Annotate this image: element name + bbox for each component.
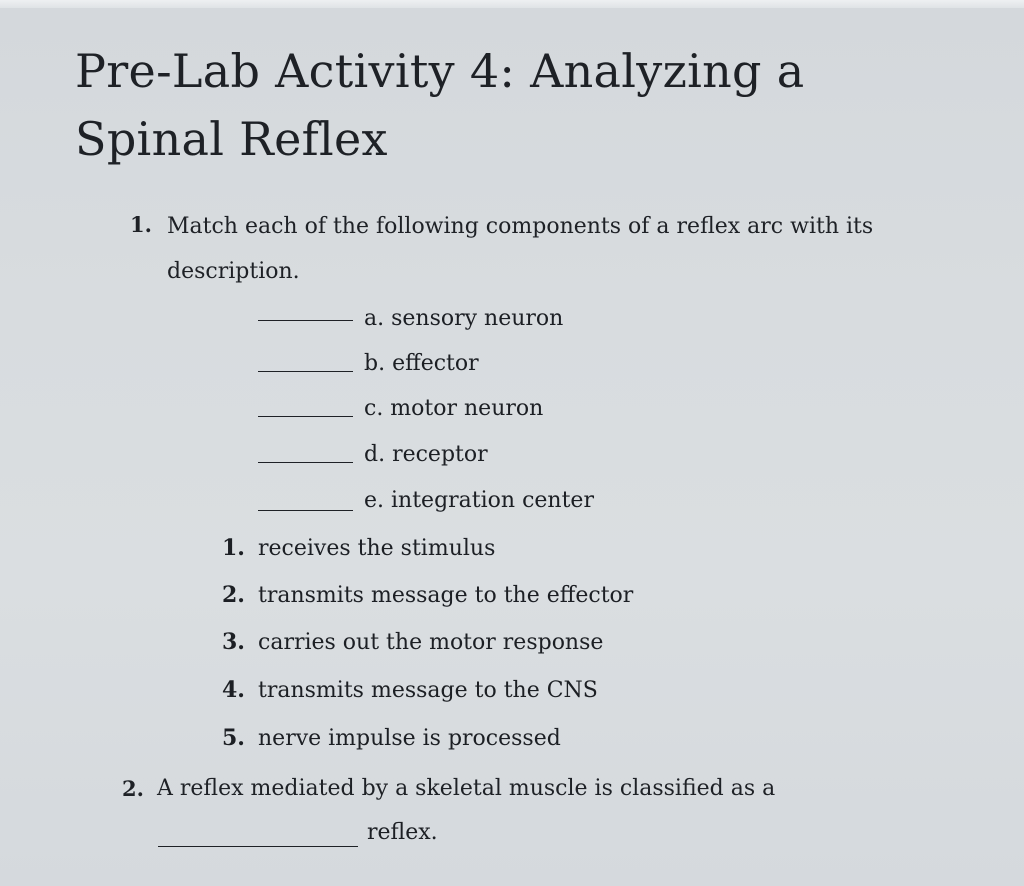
- title-line-2: Spinal Reflex: [75, 112, 388, 166]
- component-label-e: e. integration center: [364, 488, 594, 513]
- description-number-3: 3.: [222, 629, 245, 655]
- question-1-line-2: description.: [167, 259, 300, 284]
- description-number-5: 5.: [222, 725, 245, 751]
- page-top-edge: [0, 0, 1024, 8]
- description-item-1: [222, 533, 495, 564]
- description-item-5: [222, 723, 561, 754]
- description-item-3: [222, 627, 603, 658]
- description-text-3: carries out the motor response: [258, 630, 604, 655]
- answer-blank-c[interactable]: [258, 416, 353, 417]
- question-2-text: A reflex mediated by a skeletal muscle is classified as a: [157, 776, 776, 801]
- description-number-2: 2.: [222, 582, 245, 608]
- question-2-tail: reflex.: [367, 820, 438, 845]
- answer-blank-d[interactable]: [258, 462, 353, 463]
- component-label-d: d. receptor: [364, 442, 488, 467]
- question-2-number: 2.: [122, 776, 144, 801]
- description-item-2: [222, 580, 633, 611]
- description-text-4: transmits message to the CNS: [258, 678, 598, 703]
- question-1-line-1: Match each of the following components of a reflex arc with its: [167, 214, 874, 239]
- description-number-1: 1.: [222, 535, 245, 561]
- description-text-5: nerve impulse is processed: [258, 726, 561, 751]
- question-2-answer-blank[interactable]: [158, 846, 358, 847]
- title-line-1: Pre-Lab Activity 4: Analyzing a: [75, 44, 805, 98]
- component-label-b: b. effector: [364, 351, 479, 376]
- answer-blank-a[interactable]: [258, 320, 353, 321]
- description-text-2: transmits message to the effector: [258, 583, 634, 608]
- question-1-text: [167, 204, 927, 294]
- answer-blank-b[interactable]: [258, 371, 353, 372]
- component-label-c: c. motor neuron: [364, 396, 544, 421]
- answer-blank-e[interactable]: [258, 510, 353, 511]
- component-label-a: a. sensory neuron: [364, 306, 564, 331]
- description-text-1: receives the stimulus: [258, 536, 496, 561]
- description-number-4: 4.: [222, 677, 245, 703]
- question-1-number: 1.: [130, 212, 152, 237]
- page-title: [75, 40, 935, 170]
- description-item-4: [222, 675, 598, 706]
